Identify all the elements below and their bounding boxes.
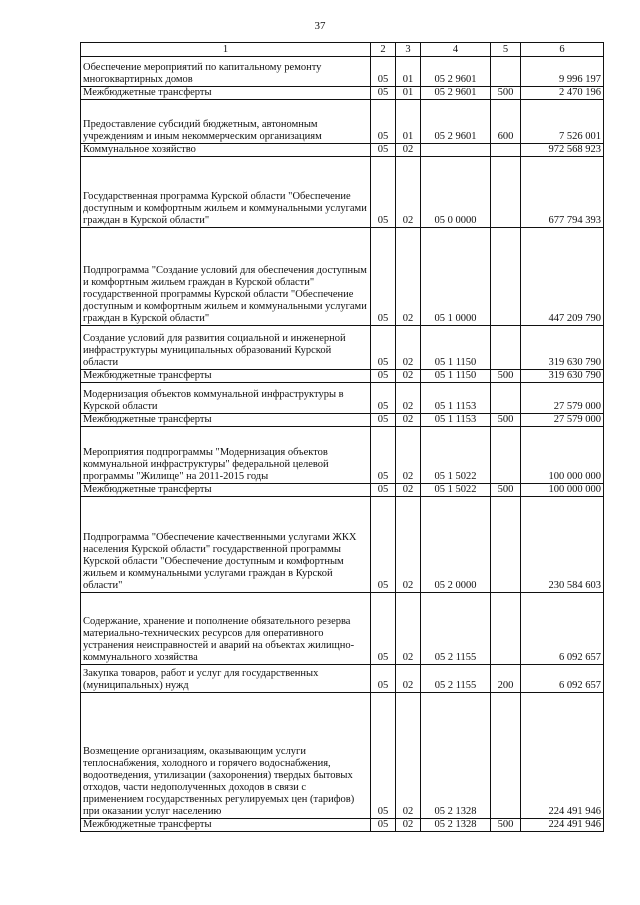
expense-type-code	[491, 593, 521, 665]
section-code: 05	[371, 87, 396, 100]
subsection-code: 02	[396, 427, 421, 484]
row-name: Межбюджетные трансферты	[81, 87, 371, 100]
row-name: Закупка товаров, работ и услуг для государственных (муниципальных) нужд	[81, 665, 371, 693]
expense-type-code: 500	[491, 819, 521, 832]
subsection-code: 02	[396, 593, 421, 665]
section-code: 05	[371, 427, 396, 484]
expense-type-code	[491, 144, 521, 157]
table-row	[81, 819, 604, 832]
row-name: Коммунальное хозяйство	[81, 144, 371, 157]
subsection-code: 02	[396, 819, 421, 832]
row-name: Межбюджетные трансферты	[81, 819, 371, 832]
subsection-code: 02	[396, 484, 421, 497]
amount: 319 630 790	[521, 370, 604, 383]
section-code: 05	[371, 144, 396, 157]
amount: 319 630 790	[521, 326, 604, 370]
row-name: Предоставление субсидий бюджетным, автономным учреждениям и иным некоммерческим организациям	[81, 100, 371, 144]
expense-type-code	[491, 326, 521, 370]
table-row	[81, 87, 604, 100]
row-name: Возмещение организациям, оказывающим услуги теплоснабжения, холодного и горячего водоснабжения, водоотведения, утилизации (захоронения) твердых бытовых отходов, части недополученных доходов в связи с применением государственных регулируемых цен (тарифов) при оказании услуг населению	[81, 693, 371, 819]
section-code: 05	[371, 228, 396, 326]
amount: 6 092 657	[521, 593, 604, 665]
target-article-code: 05 2 1328	[421, 819, 491, 832]
table-row	[81, 693, 604, 819]
section-code: 05	[371, 57, 396, 87]
row-name: Государственная программа Курской области "Обеспечение доступным и комфортным жильем и коммунальными услугами граждан в Курской области"	[81, 157, 371, 228]
table-row	[81, 326, 604, 370]
header-cell: 6	[521, 43, 604, 57]
table-row	[81, 228, 604, 326]
target-article-code: 05 1 1150	[421, 370, 491, 383]
expense-type-code	[491, 383, 521, 414]
table-header-row	[81, 43, 604, 57]
subsection-code: 02	[396, 228, 421, 326]
table-row	[81, 157, 604, 228]
table-row	[81, 665, 604, 693]
target-article-code: 05 2 1155	[421, 665, 491, 693]
amount: 677 794 393	[521, 157, 604, 228]
table-row	[81, 383, 604, 414]
section-code: 05	[371, 100, 396, 144]
expense-type-code: 500	[491, 87, 521, 100]
table-row	[81, 414, 604, 427]
header-cell: 1	[81, 43, 371, 57]
target-article-code: 05 1 0000	[421, 228, 491, 326]
expense-type-code	[491, 228, 521, 326]
row-name: Межбюджетные трансферты	[81, 414, 371, 427]
section-code: 05	[371, 484, 396, 497]
expense-type-code	[491, 57, 521, 87]
table-row	[81, 484, 604, 497]
header-cell: 4	[421, 43, 491, 57]
table-row	[81, 593, 604, 665]
row-name: Модернизация объектов коммунальной инфраструктуры в Курской области	[81, 383, 371, 414]
section-code: 05	[371, 383, 396, 414]
target-article-code: 05 2 9601	[421, 57, 491, 87]
subsection-code: 02	[396, 665, 421, 693]
target-article-code: 05 2 0000	[421, 497, 491, 593]
expense-type-code: 500	[491, 370, 521, 383]
amount: 9 996 197	[521, 57, 604, 87]
amount: 6 092 657	[521, 665, 604, 693]
amount: 100 000 000	[521, 484, 604, 497]
subsection-code: 02	[396, 693, 421, 819]
target-article-code: 05 2 1328	[421, 693, 491, 819]
subsection-code: 01	[396, 100, 421, 144]
amount: 224 491 946	[521, 693, 604, 819]
target-article-code: 05 2 9601	[421, 87, 491, 100]
table-row	[81, 100, 604, 144]
section-code: 05	[371, 414, 396, 427]
expense-type-code: 500	[491, 414, 521, 427]
subsection-code: 02	[396, 370, 421, 383]
row-name: Межбюджетные трансферты	[81, 370, 371, 383]
expense-type-code	[491, 157, 521, 228]
target-article-code: 05 1 5022	[421, 484, 491, 497]
row-name: Межбюджетные трансферты	[81, 484, 371, 497]
table-row	[81, 57, 604, 87]
expense-type-code	[491, 497, 521, 593]
expense-type-code: 600	[491, 100, 521, 144]
subsection-code: 01	[396, 57, 421, 87]
amount: 100 000 000	[521, 427, 604, 484]
target-article-code: 05 0 0000	[421, 157, 491, 228]
subsection-code: 02	[396, 157, 421, 228]
target-article-code: 05 2 1155	[421, 593, 491, 665]
target-article-code	[421, 144, 491, 157]
target-article-code: 05 1 5022	[421, 427, 491, 484]
table-row	[81, 427, 604, 484]
amount: 224 491 946	[521, 819, 604, 832]
subsection-code: 01	[396, 87, 421, 100]
section-code: 05	[371, 157, 396, 228]
row-name: Подпрограмма "Обеспечение качественными услугами ЖКХ населения Курской области" государственной программы Курской области "Обеспечение доступным и комфортным жильем и коммунальными услугами граждан в Курской области"	[81, 497, 371, 593]
table-row	[81, 370, 604, 383]
amount: 27 579 000	[521, 414, 604, 427]
section-code: 05	[371, 693, 396, 819]
header-cell: 5	[491, 43, 521, 57]
expense-type-code: 500	[491, 484, 521, 497]
row-name: Создание условий для развития социальной и инженерной инфраструктуры муниципальных образований Курской области	[81, 326, 371, 370]
section-code: 05	[371, 497, 396, 593]
row-name: Содержание, хранение и пополнение обязательного резерва материально-технических ресурсов для оперативного устранения неисправностей и аварий на объектах жилищно-коммунального хозяйства	[81, 593, 371, 665]
subsection-code: 02	[396, 144, 421, 157]
row-name: Обеспечение мероприятий по капитальному ремонту многоквартирных домов	[81, 57, 371, 87]
page-number: 37	[314, 20, 326, 32]
subsection-code: 02	[396, 383, 421, 414]
amount: 972 568 923	[521, 144, 604, 157]
section-code: 05	[371, 370, 396, 383]
expense-type-code	[491, 693, 521, 819]
amount: 7 526 001	[521, 100, 604, 144]
amount: 230 584 603	[521, 497, 604, 593]
row-name: Подпрограмма "Создание условий для обеспечения доступным и комфортным жильем граждан в Курской области" государственной программы Курской области "Обеспечение доступным и комфортным жильем и коммунальными услугами граждан в Курской области"	[81, 228, 371, 326]
subsection-code: 02	[396, 414, 421, 427]
subsection-code: 02	[396, 497, 421, 593]
table-row	[81, 497, 604, 593]
header-cell: 3	[396, 43, 421, 57]
amount: 2 470 196	[521, 87, 604, 100]
target-article-code: 05 1 1153	[421, 414, 491, 427]
table-row	[81, 144, 604, 157]
target-article-code: 05 2 9601	[421, 100, 491, 144]
target-article-code: 05 1 1153	[421, 383, 491, 414]
expense-type-code: 200	[491, 665, 521, 693]
section-code: 05	[371, 326, 396, 370]
expense-type-code	[491, 427, 521, 484]
section-code: 05	[371, 819, 396, 832]
row-name: Мероприятия подпрограммы "Модернизация объектов коммунальной инфраструктуры" федеральной целевой программы "Жилище" на 2011-2015 годы	[81, 427, 371, 484]
header-cell: 2	[371, 43, 396, 57]
section-code: 05	[371, 665, 396, 693]
budget-table	[80, 42, 604, 832]
section-code: 05	[371, 593, 396, 665]
target-article-code: 05 1 1150	[421, 326, 491, 370]
amount: 27 579 000	[521, 383, 604, 414]
subsection-code: 02	[396, 326, 421, 370]
amount: 447 209 790	[521, 228, 604, 326]
